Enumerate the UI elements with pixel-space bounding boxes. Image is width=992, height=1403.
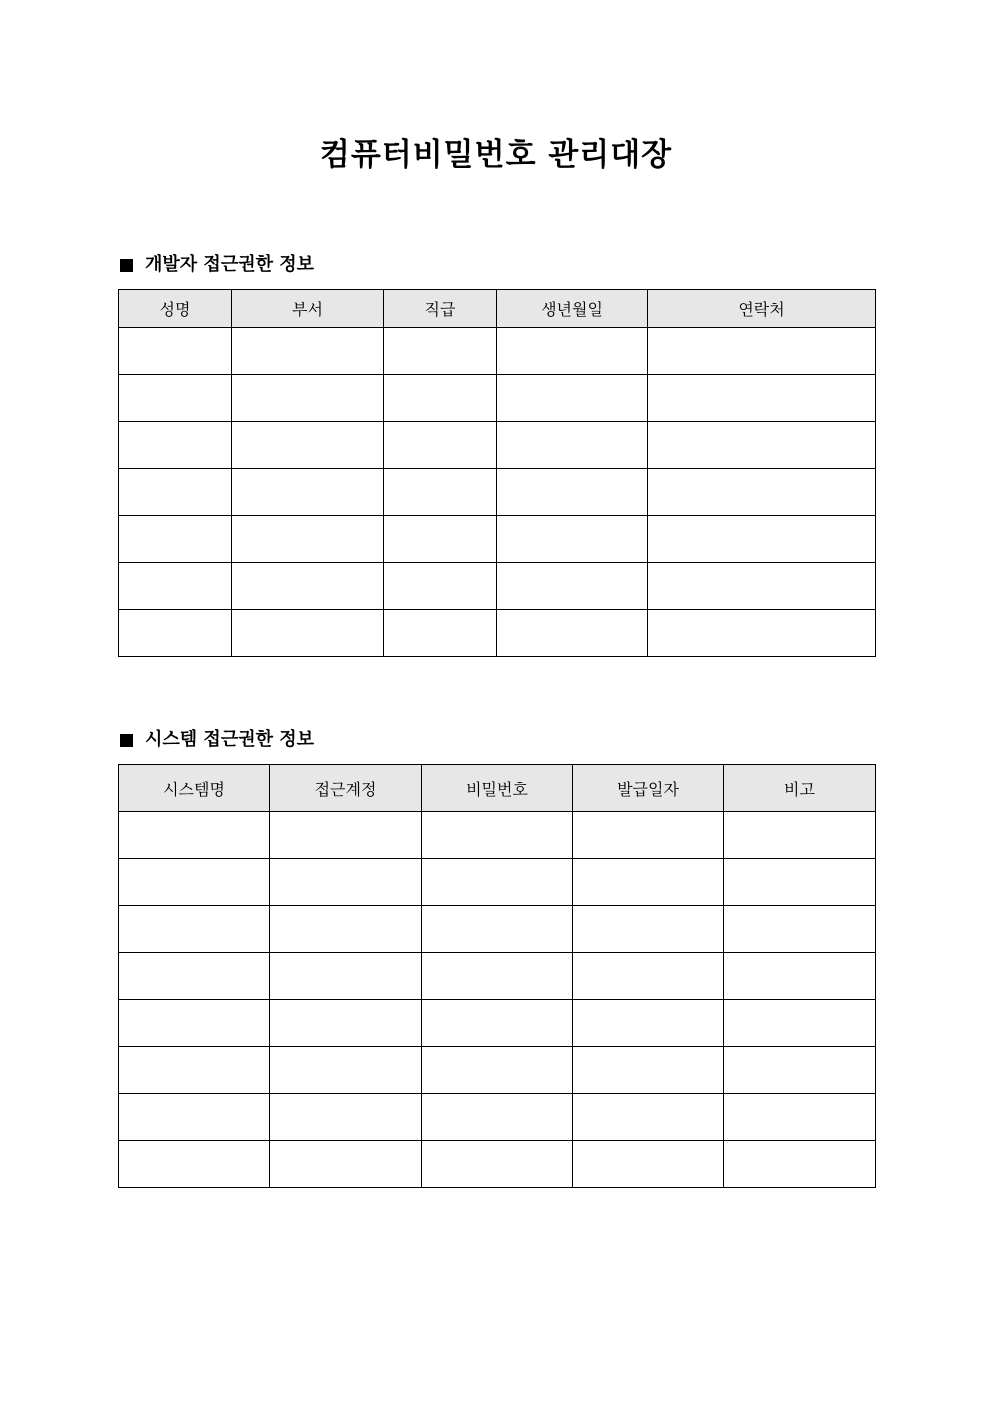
table-cell[interactable] [232,469,384,516]
table-row [119,1094,876,1141]
table-cell[interactable] [119,375,232,422]
table-cell[interactable] [573,953,724,1000]
table-cell[interactable] [422,1094,573,1141]
system-access-table [118,764,876,1188]
table-cell[interactable] [724,953,876,1000]
table-cell[interactable] [573,1000,724,1047]
column-header: 직급 [384,290,497,328]
table-row [119,1141,876,1188]
table-header-row [119,765,876,812]
table-cell[interactable] [724,1141,876,1188]
system-section-heading [120,728,314,752]
table-cell[interactable] [497,610,648,657]
table-row [119,469,876,516]
table-header-row [119,290,876,328]
table-cell[interactable] [648,328,876,375]
table-cell[interactable] [270,906,422,953]
table-row [119,953,876,1000]
table-cell[interactable] [497,375,648,422]
table-row [119,375,876,422]
table-row [119,610,876,657]
system-table-body [119,812,876,1188]
table-cell[interactable] [724,1094,876,1141]
table-cell[interactable] [119,610,232,657]
table-cell[interactable] [232,516,384,563]
table-cell[interactable] [384,422,497,469]
table-cell[interactable] [119,812,270,859]
table-cell[interactable] [648,516,876,563]
table-cell[interactable] [497,328,648,375]
table-cell[interactable] [648,563,876,610]
column-header: 비고 [724,765,876,812]
column-header: 연락처 [648,290,876,328]
table-cell[interactable] [573,812,724,859]
table-cell[interactable] [724,906,876,953]
column-header: 부서 [232,290,384,328]
table-cell[interactable] [724,812,876,859]
square-bullet-icon [120,259,133,272]
developer-section-title: 개발자 접근권한 정보 [145,254,315,275]
table-cell[interactable] [573,859,724,906]
table-row [119,1000,876,1047]
table-cell[interactable] [384,610,497,657]
document-title: 컴퓨터비밀번호 관리대장 [319,137,673,173]
table-cell[interactable] [119,469,232,516]
table-cell[interactable] [119,1047,270,1094]
table-cell[interactable] [422,1000,573,1047]
table-cell[interactable] [232,328,384,375]
column-header: 접근계정 [270,765,422,812]
developer-section-heading [120,253,314,277]
table-cell[interactable] [119,563,232,610]
square-bullet-icon [120,734,133,747]
table-cell[interactable] [384,328,497,375]
table-row [119,812,876,859]
column-header: 생년월일 [497,290,648,328]
developer-access-table [118,289,876,657]
table-cell[interactable] [232,563,384,610]
table-cell[interactable] [232,422,384,469]
table-cell[interactable] [724,859,876,906]
column-header: 발급일자 [573,765,724,812]
table-cell[interactable] [119,1141,270,1188]
column-header: 시스템명 [119,765,270,812]
column-header: 성명 [119,290,232,328]
table-cell[interactable] [270,812,422,859]
table-cell[interactable] [384,563,497,610]
table-cell[interactable] [648,610,876,657]
table-cell[interactable] [573,1094,724,1141]
table-cell[interactable] [497,516,648,563]
table-cell[interactable] [119,1000,270,1047]
table-cell[interactable] [648,375,876,422]
table-cell[interactable] [573,1047,724,1094]
table-cell[interactable] [724,1000,876,1047]
system-section-title: 시스템 접근권한 정보 [145,729,315,750]
table-cell[interactable] [119,328,232,375]
column-header: 비밀번호 [422,765,573,812]
table-row [119,516,876,563]
table-cell[interactable] [724,1047,876,1094]
table-cell[interactable] [573,906,724,953]
table-cell[interactable] [270,1000,422,1047]
table-cell[interactable] [573,1141,724,1188]
table-cell[interactable] [270,953,422,1000]
table-row [119,563,876,610]
table-cell[interactable] [422,906,573,953]
table-cell[interactable] [497,422,648,469]
table-cell[interactable] [384,469,497,516]
table-cell[interactable] [232,375,384,422]
table-row [119,906,876,953]
table-row [119,1047,876,1094]
table-cell[interactable] [422,953,573,1000]
table-cell[interactable] [384,516,497,563]
developer-table-body [119,328,876,657]
table-cell[interactable] [384,375,497,422]
table-cell[interactable] [497,469,648,516]
table-row [119,859,876,906]
table-row [119,422,876,469]
table-cell[interactable] [270,859,422,906]
table-cell[interactable] [119,1094,270,1141]
table-cell[interactable] [422,859,573,906]
table-cell[interactable] [422,812,573,859]
table-cell[interactable] [119,422,232,469]
table-cell[interactable] [648,469,876,516]
table-cell[interactable] [232,610,384,657]
table-cell[interactable] [119,953,270,1000]
table-cell[interactable] [422,1047,573,1094]
table-cell[interactable] [270,1141,422,1188]
table-row [119,328,876,375]
table-cell[interactable] [422,1141,573,1188]
table-cell[interactable] [119,516,232,563]
table-cell[interactable] [497,563,648,610]
table-cell[interactable] [270,1094,422,1141]
table-cell[interactable] [119,859,270,906]
table-cell[interactable] [119,906,270,953]
table-cell[interactable] [270,1047,422,1094]
table-cell[interactable] [648,422,876,469]
